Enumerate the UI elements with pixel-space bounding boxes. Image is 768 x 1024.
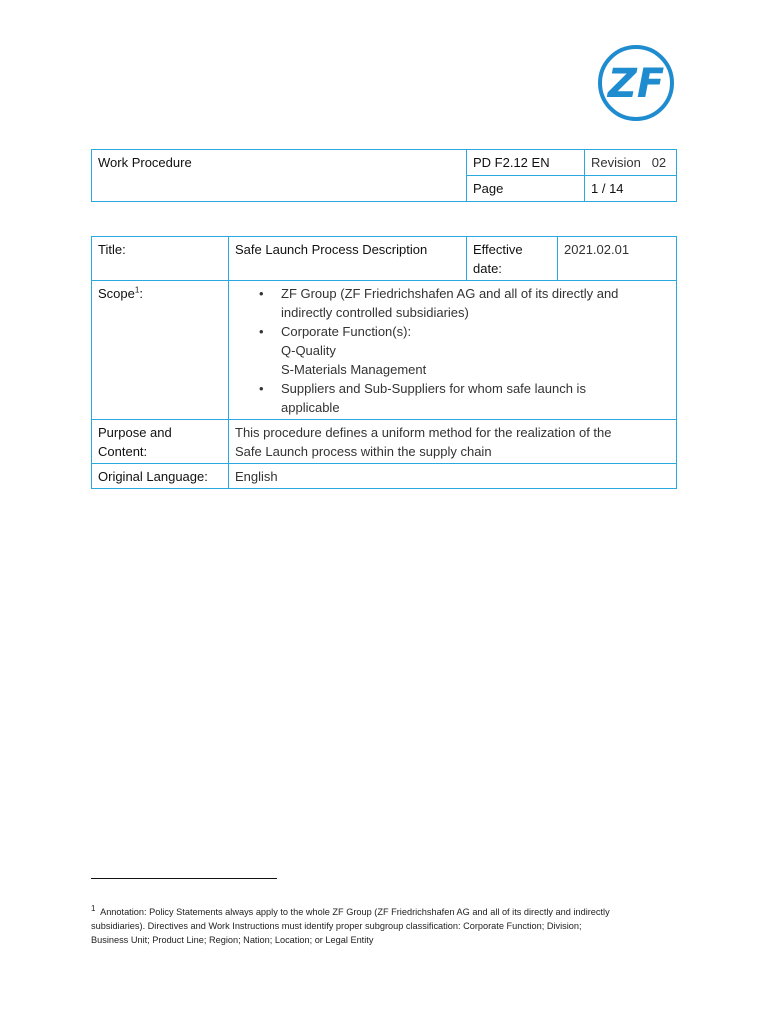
scope-colon: : [139,286,143,301]
effective-value: 2021.02.01 [564,242,630,257]
title-label-cell [92,237,229,281]
scope-label: Scope [98,286,135,301]
page-value: 1 / 14 [591,181,624,196]
document-details-table [91,236,677,489]
document-header-table [91,149,677,202]
scope-item [281,284,670,322]
scope-item-line: • ZF Group (ZF Friedrichshafen AG and all of its directly and [281,286,619,301]
footnote-number: 1 [91,903,96,913]
purpose-value-line2: Safe Launch process within the supply chain [235,444,492,459]
footnote-line: subsidiaries). Directives and Work Instructions must identify proper subgroup classification: Corporate Function; Division; [91,921,582,931]
scope-item-line: S-Materials Management [281,362,427,377]
title-value: Safe Launch Process Description [235,242,428,257]
doc-number-cell [467,150,585,176]
title-label: Title: [98,242,126,257]
effective-label-line2: date: [473,261,502,276]
footnote-separator [91,878,277,879]
zf-logo-text: ZF [607,61,665,107]
scope-item-line: applicable [281,400,340,415]
footnote-line: Business Unit; Product Line; Region; Nation; Location; or Legal Entity [91,935,374,945]
scope-footnote-ref: 1 [134,285,140,295]
purpose-value-cell [229,420,677,464]
revision-value: 02 [651,155,667,170]
doc-type-cell [92,150,467,202]
doc-number: PD F2.12 EN [473,155,550,170]
scope-item-line: • Suppliers and Sub-Suppliers for whom safe launch is [281,381,586,396]
scope-item [281,379,670,417]
doc-type: Work Procedure [98,155,192,170]
scope-label-cell [92,281,229,420]
page-label: Page [473,181,504,196]
scope-item-line: indirectly controlled subsidiaries) [281,305,469,320]
purpose-label-cell [92,420,229,464]
footnote [91,905,671,947]
footnote-line [91,905,671,919]
scope-list [235,284,670,417]
revision-label: Revision [591,155,641,170]
purpose-label-line1: Purpose and [98,425,172,440]
page-value-cell [585,176,677,202]
title-value-cell [229,237,467,281]
revision-cell [585,150,677,176]
footnote-line-text: Annotation: Policy Statements always apply to the whole ZF Group (ZF Friedrichshafen AG and all of its directly and indirectly [100,907,610,917]
purpose-label-line2: Content: [98,444,148,459]
language-label: Original Language: [98,469,208,484]
effective-label-cell [467,237,558,281]
effective-value-cell [558,237,677,281]
language-label-cell [92,464,229,489]
scope-item-line: • Corporate Function(s): [281,324,412,339]
page-label-cell [467,176,585,202]
zf-logo [597,44,675,122]
effective-label-line1: Effective [473,242,523,257]
purpose-value-line1: This procedure defines a uniform method for the realization of the [235,425,612,440]
language-value: English [235,469,278,484]
language-value-cell [229,464,677,489]
scope-item-line: Q-Quality [281,343,336,358]
scope-value-cell [229,281,677,420]
scope-item [281,322,670,379]
